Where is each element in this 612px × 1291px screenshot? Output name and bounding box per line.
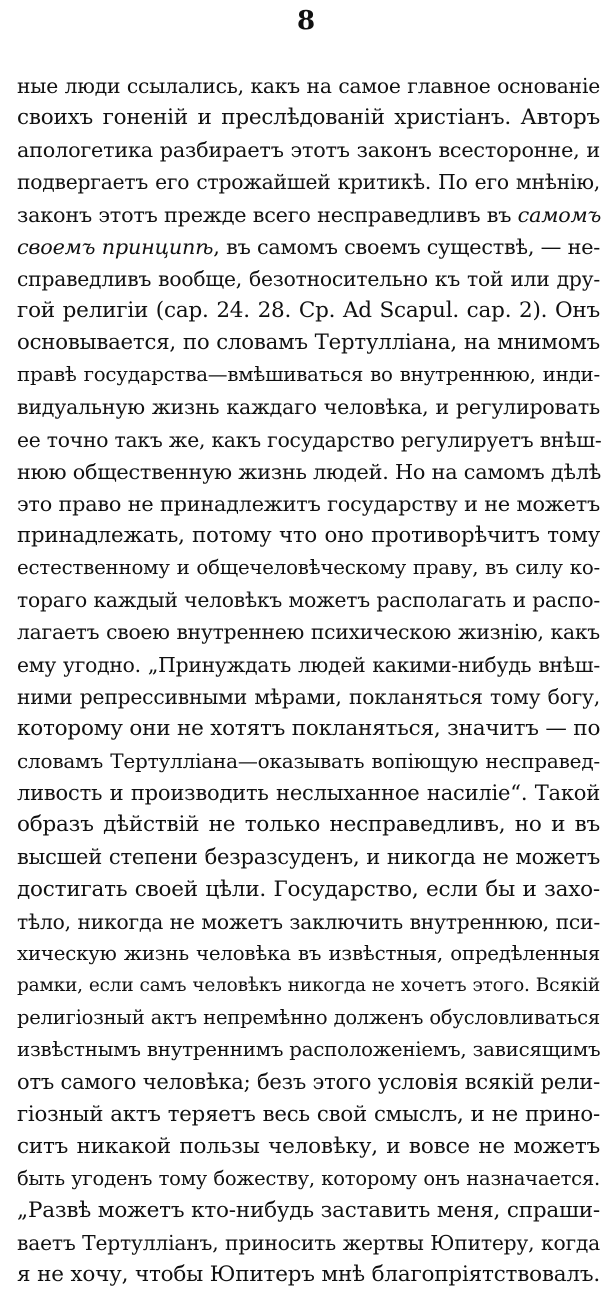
text-line: правѣ государства—вмѣшиваться во внутреннюю, инди- (17, 363, 600, 387)
text-line: ваетъ Тертулліанъ, приносить жертвы Юпитеру, когда (17, 1231, 600, 1256)
text-line: извѣстнымъ внутреннимъ расположенiемъ, зависящимъ (17, 1038, 601, 1062)
text-line: отъ самого человѣка; безъ этого условiя всякiй рели- (17, 1070, 600, 1095)
text-line: „Развѣ можетъ кто-нибудь заставить меня, спраши- (17, 1197, 600, 1223)
text-line: которому они не хотятъ покланяться, значитъ — по (17, 715, 601, 741)
text-line: законъ этотъ прежде всего несправедливъ въ самомъ (17, 202, 602, 227)
text-line: быть угоденъ тому божеству, которому онъ назначается. (17, 1166, 600, 1190)
italic-phrase: самомъ (517, 202, 602, 227)
text-line: ные люди ссылались, какъ на самое главное основанiе (17, 74, 600, 98)
text-line: ему угодно. „Принуждать людей какими-нибудь внѣш- (17, 652, 600, 677)
text-line: образъ дѣйствiй не только несправедливъ, но и въ (17, 812, 600, 838)
text-line: рамки, если самъ человѣкъ никогда не хочетъ этого. Всякiй (17, 974, 600, 996)
text-line: своемъ принципѣ, въ самомъ своемъ существѣ, — не- (17, 234, 601, 259)
text-line: видуальную жизнь каждаго человѣка, и регулировать (17, 395, 600, 420)
text-line: высшей степени безразсуденъ, и никогда не можетъ (17, 845, 600, 870)
italic-phrase: своемъ принципѣ (17, 234, 214, 259)
text-line: ливость и производить неслыханное насилiе“. Такой (17, 781, 600, 806)
text-line: своихъ гоненiй и преслѣдованiй христiанъ. Авторъ (17, 105, 600, 131)
text-line: словамъ Тертулліана—оказывать вопiющую несправед- (17, 748, 600, 773)
text-line: религiозный актъ непремѣнно долженъ обусловливаться (17, 1006, 600, 1030)
text-line: справедливъ вообще, безотносительно къ той или дру- (17, 266, 600, 291)
text-line: ситъ никакой пользы человѣку, и вовсе не можетъ (17, 1133, 600, 1159)
text-line: нюю общественную жизнь людей. Но на самомъ дѣлѣ (17, 459, 602, 484)
body-text (17, 70, 600, 1291)
text-line: ними репрессивными мѣрами, покланяться тому богу, (17, 684, 600, 709)
text-line: основывается, по словамъ Тертулліана, на мнимомъ (17, 330, 600, 356)
page-number: 8 (296, 6, 316, 36)
text-line: подвергаетъ его строжайшей критикѣ. По его мнѣнiю, (17, 170, 600, 195)
text-line: тѣло, никогда не можетъ заключить внутреннюю, пси- (17, 909, 600, 934)
text-line: гой религiи (cap. 24. 28. Cp. Ad Scapul. cap. 2). Онъ (17, 297, 600, 323)
text-line: гiозный актъ теряетъ весь свой смыслъ, и не прино- (17, 1101, 600, 1127)
text-line: достигать своей цѣли. Государство, если бы и захо- (17, 876, 600, 902)
text-line: я не хочу, чтобы Юпитеръ мнѣ благопрiятствовалъ. (17, 1262, 600, 1288)
text-line: хическую жизнь человѣка въ извѣстныя, опредѣленныя (17, 941, 600, 965)
text-line: естественному и общечеловѣческому праву, въ силу ко- (17, 556, 600, 580)
text-line: это право не принадлежитъ государству и не можетъ (17, 491, 600, 516)
text-line: принадлежать, потому что оно противорѣчитъ тому (17, 522, 600, 548)
text-line: апологетика разбираетъ этотъ законъ всесторонне, и (17, 138, 600, 163)
text-line: лагаетъ своею внутреннею психическою жизнiю, какъ (17, 620, 600, 645)
text-line: тораго каждый человѣкъ можетъ располагать и распо- (17, 588, 600, 613)
text-line: ее точно такъ же, какъ государство регулируетъ внѣш- (17, 427, 602, 452)
